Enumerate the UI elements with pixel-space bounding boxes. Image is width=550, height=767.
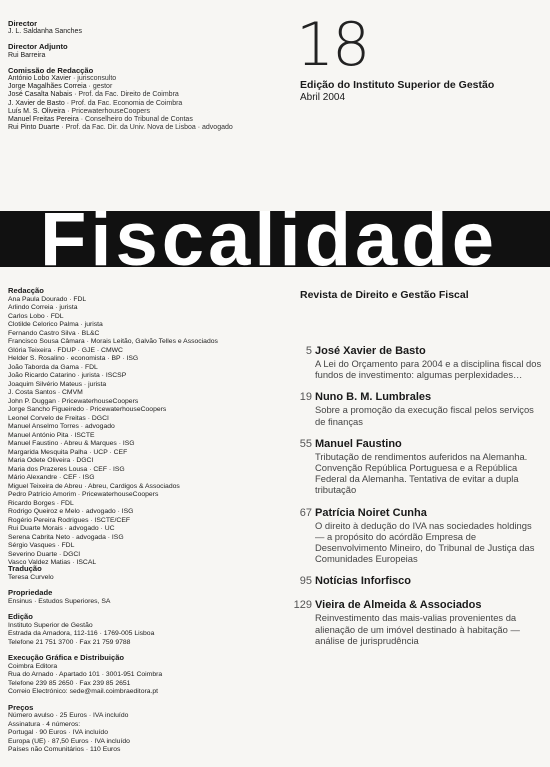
redacao-member: Rogério Pereira Rodrigues · ISCTE/CEF xyxy=(8,516,131,524)
toc-page-number: 129 xyxy=(293,599,312,612)
redacao-member: Arlindo Correia · jurista xyxy=(8,304,78,311)
redacao-member: Miguel Teixeira de Abreu · Abreu, Cardigos & Associados xyxy=(8,482,180,490)
toc-entry xyxy=(280,345,542,380)
deputy-director-section xyxy=(8,43,298,59)
issue-number: 18 xyxy=(296,10,369,80)
redacao-member: Joaquim Silvério Mateus · jurista xyxy=(8,380,107,388)
redacao-member: Margarida Mesquita Palha · UCP · CEF xyxy=(8,448,128,456)
editorial-committee-heading: Comissão de Redacção xyxy=(8,65,94,75)
table-of-contents xyxy=(280,345,542,657)
committee-member: António Lobo Xavier · jurisconsulto xyxy=(8,75,117,83)
editorial-committee-section xyxy=(8,67,298,133)
redacao-member: Rodrigo Queiroz e Melo · advogado · ISG xyxy=(8,508,134,515)
redacao-member: João Taborda da Gama · FDL xyxy=(8,363,98,371)
credit-line: Teresa Curvelo xyxy=(8,573,54,581)
credit-line: Portugal · 90 Euros · IVA incluído xyxy=(8,729,108,736)
redacao-member: Carlos Lobo · FDL xyxy=(8,312,64,320)
redacao-member: Maria dos Prazeres Lousa · CEF · ISG xyxy=(8,465,125,473)
redacao-member: Clotilde Celorico Palma · jurista xyxy=(8,321,103,328)
credit-section xyxy=(8,565,288,582)
staff-block xyxy=(8,20,298,139)
credit-heading: Execução Gráfica e Distribuição xyxy=(8,653,125,662)
credit-line: Europa (UE) · 87,50 Euros · IVA incluído xyxy=(8,737,130,745)
redacao-member: Ricardo Borges · FDL xyxy=(8,499,74,507)
toc-author: Nuno B. M. Lumbrales xyxy=(315,391,432,404)
redacao-member: Ana Paula Dourado · FDL xyxy=(8,295,87,303)
deputy-director-name: Rui Barreira xyxy=(8,51,46,59)
credit-heading: Tradução xyxy=(8,564,42,573)
redacao-member: Maria Odete Oliveira · DGCI xyxy=(8,457,94,464)
toc-page-number: 55 xyxy=(299,437,312,450)
committee-member: Jorge Magalhães Correia · gestor xyxy=(8,83,113,91)
credit-line: Países não Comunitários · 110 Euros xyxy=(8,746,121,753)
credit-section xyxy=(8,704,288,755)
credit-line: Rua do Arnado · Apartado 101 · 3001-951 Coimbra xyxy=(8,671,163,678)
toc-entry xyxy=(280,575,542,588)
director-section xyxy=(8,20,298,36)
redacao-member: Mário Alexandre · CEF · ISG xyxy=(8,474,95,481)
director-heading: Director xyxy=(8,19,38,28)
toc-author: Vieira de Almeida & Associados xyxy=(315,599,482,612)
redacao-member: Francisco Sousa Câmara · Morais Leitão, Galvão Telles e Associados xyxy=(8,338,218,345)
toc-entry xyxy=(280,599,542,646)
toc-article-title: Reinvestimento das mais-valias provenientes da alienação de um imóvel destinado à habitação — análise de jurisprudência xyxy=(315,612,520,646)
toc-page-number: 19 xyxy=(299,391,312,404)
credit-line: Ensinus · Estudos Superiores, SA xyxy=(8,597,111,605)
credit-line: Telefone 239 85 2650 · Fax 239 85 2651 xyxy=(8,679,131,687)
redacao-member: Manuel António Pita · ISCTE xyxy=(8,431,95,439)
credit-line: Estrada da Amadora, 112-116 · 1769-005 Lisboa xyxy=(8,630,155,637)
toc-page-number: 95 xyxy=(299,575,312,588)
credit-line: Número avulso · 25 Euros · IVA incluído xyxy=(8,712,129,719)
committee-member: Manuel Freitas Pereira · Conselheiro do Tribunal de Contas xyxy=(8,116,193,124)
credit-line: Telefone 21 751 3700 · Fax 21 759 9788 xyxy=(8,638,131,646)
redacao-member: Manuel Anselmo Torres · advogado xyxy=(8,423,115,430)
redacao-heading: Redacção xyxy=(8,286,44,295)
credit-section xyxy=(8,654,288,697)
credits-section xyxy=(8,565,288,762)
credit-heading: Preços xyxy=(8,702,34,712)
credit-heading: Propriedade xyxy=(8,588,53,597)
toc-article-title: A Lei do Orçamento para 2004 e a disciplina fiscal dos fundos de investimento: algumas perplexidades… xyxy=(315,358,542,381)
deputy-director-heading: Director Adjunto xyxy=(8,42,68,52)
director-name: J. L. Saldanha Sanches xyxy=(8,28,82,36)
toc-entry xyxy=(280,507,542,565)
edition-label: Edição do Instituto Superior de Gestão xyxy=(300,79,495,91)
redacao-member: Helder S. Rosalino · economista · BP · ISG xyxy=(8,355,139,362)
title-banner xyxy=(0,211,550,267)
redacao-member: Severino Duarte · DGCI xyxy=(8,550,81,558)
redacao-member: Glória Teixeira · FDUP · GJE · CMWC xyxy=(8,346,123,354)
redacao-list xyxy=(8,296,288,568)
committee-member: Luís M. S. Oliveira · PricewaterhouseCoopers xyxy=(8,107,151,115)
redacao-member: Manuel Faustino · Abreu & Marques · ISG xyxy=(8,440,135,447)
committee-member: Rui Pinto Duarte · Prof. da Fac. Dir. da Univ. Nova de Lisboa · advogado xyxy=(8,124,233,132)
toc-author: Patrícia Noiret Cunha xyxy=(315,506,427,519)
redacao-member: Vasco Valdez Matias · ISCAL xyxy=(8,559,97,566)
redacao-member: Leonel Corvelo de Freitas · DGCI xyxy=(8,414,109,422)
credit-line: Correio Electrónico: sede@mail.coimbraeditora.pt xyxy=(8,688,159,695)
toc-page-number: 5 xyxy=(305,345,312,357)
toc-entry xyxy=(280,438,542,496)
toc-page-number: 67 xyxy=(299,506,312,519)
toc-author: José Xavier de Basto xyxy=(315,345,426,357)
redacao-member: Fernando Castro Silva · BL&C xyxy=(8,329,100,337)
redacao-member: Pedro Patrício Amorim · PricewaterhouseCoopers xyxy=(8,491,159,498)
toc-author: Notícias Inforfisco xyxy=(315,575,411,588)
committee-member: J. Xavier de Basto · Prof. da Fac. Economia de Coimbra xyxy=(8,99,183,107)
credit-heading: Edição xyxy=(8,612,33,621)
committee-member: José Casalta Nabais · Prof. da Fac. Direito de Coimbra xyxy=(8,91,179,99)
redacao-member: Jorge Sancho Figueiredo · PricewaterhouseCoopers xyxy=(8,406,167,413)
credit-line: Instituto Superior de Gestão xyxy=(8,621,93,629)
toc-article-title: O direito à dedução do IVA nas sociedades holdings — a propósito do acórdão Empresa de Desenvolvimento Mineiro, do Tribunal de Justiça das Comunidades Europeias xyxy=(315,519,535,565)
issue-date: Abril 2004 xyxy=(300,92,346,103)
credit-line: Assinatura · 4 números: xyxy=(8,720,81,728)
toc-article-title: Tributação de rendimentos auferidos na Alemanha. Convenção República Portuguesa e a República Federal da Alemanha. Tentativa de evitar a dupla tributação xyxy=(315,450,528,496)
redacao-member: João Ricardo Catarino · jurista · ISCSP xyxy=(8,372,127,379)
credit-line: Coimbra Editora xyxy=(8,662,58,670)
magazine-title: Fiscalidade xyxy=(40,211,498,267)
redacao-member: J. Costa Santos · CMVM xyxy=(8,389,83,396)
toc-article-title: Sobre a promoção da execução fiscal pelos serviços de finanças xyxy=(315,404,534,427)
redacao-member: John P. Duggan · PricewaterhouseCoopers xyxy=(8,397,139,405)
redacao-section xyxy=(8,287,288,568)
magazine-subtitle: Revista de Direito e Gestão Fiscal xyxy=(300,289,469,301)
redacao-member: Serena Cabrita Neto · advogada · ISG xyxy=(8,533,124,541)
credit-section xyxy=(8,589,288,606)
redacao-member: Sérgio Vasques · FDL xyxy=(8,542,75,549)
credit-section xyxy=(8,613,288,647)
toc-author: Manuel Faustino xyxy=(315,437,402,450)
toc-entry xyxy=(280,391,542,426)
redacao-member: Rui Duarte Morais · advogado · UC xyxy=(8,525,115,532)
